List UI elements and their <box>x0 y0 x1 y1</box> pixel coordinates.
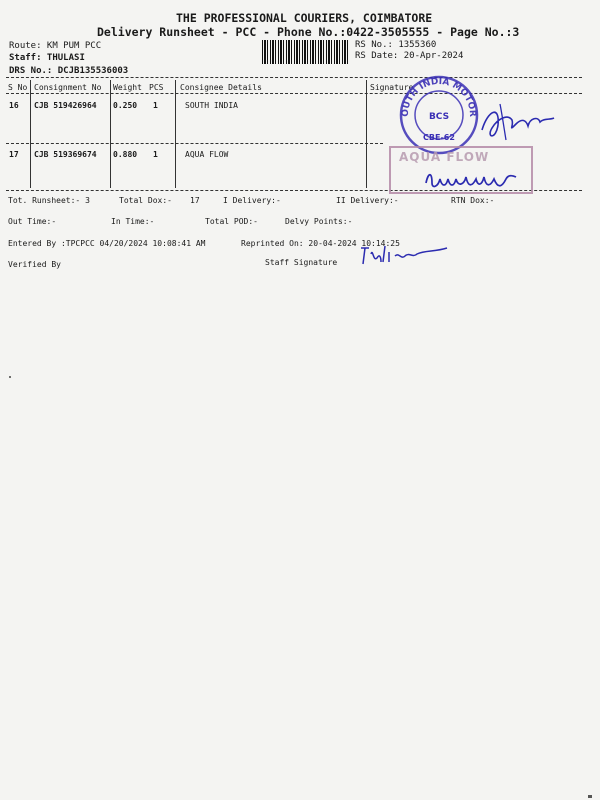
column-divider <box>366 80 367 188</box>
row-weight: 0.880 <box>113 150 138 159</box>
drs-number: DRS No.: DCJB135536003 <box>9 66 129 76</box>
aqua-flow-stamp-text: AQUA FLOW <box>399 150 490 164</box>
signature-scribble <box>420 165 530 195</box>
total-dox-label: Total Dox:- <box>119 196 172 205</box>
staff-signature-scribble <box>355 240 455 270</box>
signature-scribble <box>478 100 558 145</box>
row-sno: 16 <box>9 101 19 110</box>
row-weight: 0.250 <box>113 101 138 110</box>
svg-text:SOUTH INDIA MOTORS <box>395 67 477 117</box>
column-header: S No <box>8 83 28 92</box>
route-label: Route: KM PUM PCC <box>9 41 102 51</box>
rs-date: RS Date: 20-Apr-2024 <box>355 51 464 61</box>
row-consignment: CJB 519369674 <box>34 150 97 159</box>
column-divider <box>30 80 31 188</box>
table-header-rule <box>6 93 582 94</box>
paper-speck <box>9 376 11 378</box>
column-header: PCS <box>149 83 164 92</box>
total-pod: Total POD:- <box>205 217 258 226</box>
table-top-rule <box>6 77 582 78</box>
company-round-stamp <box>394 67 480 156</box>
entered-by: Entered By :TPCPCC 04/20/2024 10:08:41 AM <box>8 239 206 248</box>
company-title: THE PROFESSIONAL COURIERS, COIMBATORE <box>176 11 433 25</box>
paper-speck <box>588 795 592 798</box>
in-time: In Time:- <box>111 217 155 226</box>
column-header: Weight <box>113 83 142 92</box>
row-consignee: SOUTH INDIA <box>185 101 238 110</box>
ii-delivery: II Delivery:- <box>336 196 399 205</box>
row-consignee: AQUA FLOW <box>185 150 229 159</box>
stamp-bottom-text: CBE-62 <box>423 133 455 142</box>
out-time: Out Time:- <box>8 217 57 226</box>
stamp-top-text: SOUTH INDIA MOTORS <box>394 67 478 118</box>
total-dox-value: 17 <box>190 196 200 205</box>
stamp-center-text: BCS <box>428 112 450 122</box>
row-divider <box>6 143 383 144</box>
column-header: Consignment No <box>34 83 102 92</box>
rtn-dox: RTN Dox:- <box>451 196 495 205</box>
column-divider <box>110 80 111 188</box>
column-header: Consignee Details <box>180 83 262 92</box>
row-pcs: 1 <box>153 150 158 159</box>
staff-signature-label: Staff Signature <box>265 258 338 267</box>
verified-by: Verified By <box>8 260 61 269</box>
staff-label: Staff: THULASI <box>9 53 85 63</box>
i-delivery: I Delivery:- <box>223 196 281 205</box>
barcode <box>262 40 350 64</box>
row-consignment: CJB 519426964 <box>34 101 97 110</box>
delvy-points: Delvy Points:- <box>285 217 353 226</box>
rs-number: RS No.: 1355360 <box>355 40 437 50</box>
tot-runsheet: Tot. Runsheet:- 3 <box>8 196 90 205</box>
runsheet-subtitle: Delivery Runsheet - PCC - Phone No.:0422-3505555 - Page No.:3 <box>97 25 520 39</box>
row-sno: 17 <box>9 150 19 159</box>
column-divider <box>175 80 176 188</box>
column-header: Signature <box>370 83 414 92</box>
reprinted-on: Reprinted On: 20-04-2024 10:14:25 <box>241 239 400 248</box>
row-pcs: 1 <box>153 101 158 110</box>
